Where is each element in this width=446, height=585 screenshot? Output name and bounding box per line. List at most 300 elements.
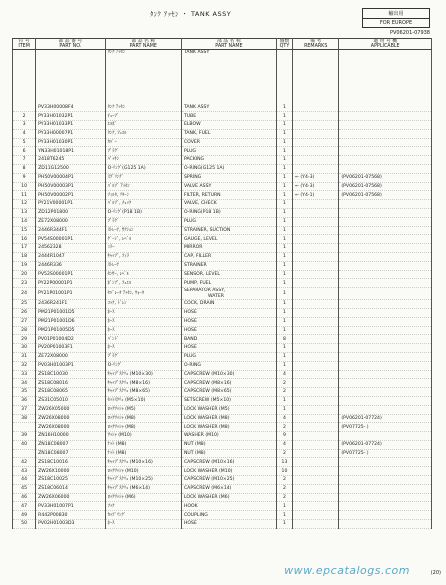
part-number: ZW26X08000 [36,414,105,423]
applicable [339,308,432,317]
part-number: 2446R336 [36,261,105,270]
part-number: 2418T6245 [36,156,105,165]
col-part-name-en: 部 品 名 称 PART NAME [181,39,276,50]
table-row [13,103,432,111]
quantity: 1 [276,511,292,520]
part-name-jp: ｴﾙﾎﾞ [105,121,181,130]
part-number: PH50V00002P1 [36,191,105,200]
part-number: 2446R344F1 [36,226,105,235]
applicable: (PV06201-07568) [339,191,432,200]
applicable [339,208,432,217]
applicable [339,458,432,467]
applicable: (PV07725- ) [339,449,432,458]
item-no: 3 [13,121,36,130]
part-name-jp: ﾎｰｽ [105,326,181,335]
item-no: 27 [13,317,36,326]
applicable [339,405,432,414]
part-name-jp: ﾌｨﾙﾀ, ﾘﾀｰﾝ [105,191,181,200]
assembly-title-row [13,50,432,104]
applicable [339,388,432,397]
part-name-jp: ｷｬｯﾌﾟｽｸﾘｭ (M6×14) [105,484,181,493]
part-number: ZN18C08007 [36,449,105,458]
part-name-en: LOCK WASHER (M8) [181,414,276,423]
part-name-jp: ｶﾊﾞｰ [105,138,181,147]
part-name-jp: ｺｯｸ, ﾄﾞﾚﾝ [105,300,181,309]
part-name-en: O-RING(G125 1A) [181,164,276,173]
part-name-en: LOCK WASHER (M10) [181,467,276,476]
table-row [13,449,432,458]
table-row [13,270,432,279]
table-row [13,308,432,317]
part-number: ZN18C08007 [36,440,105,449]
item-no: 17 [13,244,36,253]
remarks [293,511,339,520]
part-name-jp: ｾﾊﾟﾚｰﾀ ｱｯｾﾝ, ｳｫｰﾀ [105,288,181,300]
remarks [293,432,339,441]
quantity: 1 [276,182,292,191]
part-name-jp: ﾎｰｽ [105,344,181,353]
applicable: (PV07725- ) [339,423,432,432]
part-name-en: NUT (M8) [181,449,276,458]
item-no: 5 [13,138,36,147]
part-name-jp: ｷｬｯﾌﾟ, ﾌｨﾗ [105,252,181,261]
quantity: 4 [276,440,292,449]
remarks [293,449,339,458]
col-applicable: 適 用 号 機 APPLICABLE [339,39,432,50]
applicable [339,493,432,502]
quantity: 2 [276,423,292,432]
page-title: ﾀﾝｸ ｱｯｾﾝ ・ TANK ASSY [150,10,232,18]
item-no: 34 [13,379,36,388]
part-name-en: CAPSCREW (M10×25) [181,476,276,485]
part-name-jp: O-ﾘﾝｸﾞ(G125 1A) [105,164,181,173]
item-no: 15 [13,226,36,235]
item-no [13,103,36,111]
part-name-jp: ﾐﾗｰ [105,244,181,253]
part-name-en: PLUG [181,352,276,361]
applicable [339,235,432,244]
quantity: 1 [276,147,292,156]
part-name-en: PLUG [181,147,276,156]
quantity: 1 [276,103,292,111]
part-number: PY33H00007P1 [36,129,105,138]
applicable [339,484,432,493]
applicable [339,396,432,405]
quantity: 13 [276,458,292,467]
part-name-jp: ｽﾄﾚｰﾅ, ｻｸｼｮﾝ [105,226,181,235]
part-number: PV20P01003F1 [36,344,105,353]
part-name-en: NUT (M8) [181,440,276,449]
col-remarks: 備 考 REMARKS [293,39,339,50]
quantity: 2 [276,484,292,493]
quantity: 1 [276,244,292,253]
part-name-jp: ﾊﾞﾙﾌﾞ, ﾁｪｯｸ [105,200,181,209]
item-no: 26 [13,308,36,317]
quantity: 1 [276,112,292,121]
remarks [293,520,339,529]
quantity: 1 [276,270,292,279]
remarks [293,261,339,270]
part-name-en: BAND [181,335,276,344]
applicable [339,502,432,511]
applicable [339,326,432,335]
part-name-en: PLUG [181,217,276,226]
quantity: 1 [276,156,292,165]
table-row [13,173,432,182]
part-name-en: VALVE, CHECK [181,200,276,209]
part-name-jp: ﾌｯｸ [105,502,181,511]
part-number: ZS18C06014 [36,484,105,493]
quantity: 1 [276,217,292,226]
applicable [339,121,432,130]
part-name-jp: ﾛｯｸﾜｯｼｬ (M8) [105,423,181,432]
item-no: 39 [13,432,36,441]
part-number: PV52S00001P1 [36,270,105,279]
part-name-jp: ﾌﾟﾗｸﾞ [105,217,181,226]
remarks [293,344,339,353]
remarks [293,317,339,326]
applicable [339,261,432,270]
item-no: 8 [13,164,36,173]
quantity: 1 [276,200,292,209]
part-number: PV33H01007P1 [36,502,105,511]
item-no: 16 [13,235,36,244]
table-row [13,129,432,138]
part-name-en: CAPSCREW (M8×16) [181,379,276,388]
remarks [293,279,339,288]
part-number: 24562328 [36,244,105,253]
part-name-en: PACKING [181,156,276,165]
quantity: 1 [276,352,292,361]
remarks [293,476,339,485]
table-row [13,226,432,235]
applicable [339,156,432,165]
remarks [293,226,339,235]
col-qty: 個数 QTY [276,39,292,50]
part-name-en-line2: WATER [207,293,224,299]
part-number: 2444R1047 [36,252,105,261]
applicable [339,244,432,253]
applicable [339,226,432,235]
quantity: 1 [276,235,292,244]
item-no: 44 [13,476,36,485]
part-name-jp: ｾｯﾄｽｸﾘｭ (M5×10) [105,396,181,405]
part-number: ZW26X10000 [36,467,105,476]
part-number: PM21P01001D5 [36,308,105,317]
quantity: 1 [276,121,292,130]
part-name-jp: ｷｬｯﾌﾟｽｸﾘｭ (M8×16) [105,379,181,388]
applicable [339,252,432,261]
part-name-en: O-RING(P18 1B) [181,208,276,217]
applicable [339,379,432,388]
item-no: 37 [13,405,36,414]
remarks [293,493,339,502]
part-name-jp: ﾎﾟﾝﾌﾟ, ﾌｭｴﾙ [105,279,181,288]
stamp-line-en: FOR EUROPE [379,20,413,26]
item-no: 4 [13,129,36,138]
item-no: 24 [13,288,36,300]
region-stamp [362,8,430,28]
table-row [13,511,432,520]
part-name-en: MIRROR [181,244,276,253]
item-no: 40 [13,440,36,449]
table-row [13,423,432,432]
applicable [339,352,432,361]
part-name-en: TANK ASSY [181,103,276,111]
quantity: 1 [276,279,292,288]
remarks [293,352,339,361]
applicable [339,270,432,279]
part-name-en: COCK, DRAIN [181,300,276,309]
part-name-jp: ﾊﾞﾝﾄﾞ [105,335,181,344]
remarks [293,235,339,244]
table-row [13,396,432,405]
part-name-en: FILTER, RETURN [181,191,276,200]
remarks [293,244,339,253]
table-row [13,235,432,244]
part-name-jp: ﾛｯｸﾜｯｼｬ (M5) [105,405,181,414]
item-no: 10 [13,182,36,191]
col-item: 符 号 ITEM [13,39,36,50]
item-no: 47 [13,502,36,511]
quantity: 2 [276,493,292,502]
quantity: 1 [276,344,292,353]
part-name-jp: O-ﾘﾝｸﾞ(P18 1B) [105,208,181,217]
remarks [293,405,339,414]
quantity: 4 [276,414,292,423]
part-number: ZS18C08065 [36,388,105,397]
quantity: 1 [276,173,292,182]
item-no: 6 [13,147,36,156]
item-no: 7 [13,156,36,165]
part-name-en: LOCK WASHER (M6) [181,493,276,502]
part-name-en: HOSE [181,326,276,335]
table-row [13,261,432,270]
remarks: ← (Y4-3) [293,182,339,191]
part-number: PH50V00004P1 [36,173,105,182]
part-number: ZS18C10016 [36,458,105,467]
item-no: 42 [13,458,36,467]
part-name-jp: ﾁｭｰﾌﾞ [105,112,181,121]
part-name-jp: ﾛｯｸﾜｯｼｬ (M8) [105,414,181,423]
part-number: ZS18C08016 [36,379,105,388]
remarks [293,200,339,209]
applicable [339,164,432,173]
remarks [293,270,339,279]
item-no: 31 [13,352,36,361]
item-no [13,449,36,458]
table-row [13,156,432,165]
remarks [293,379,339,388]
table-row [13,138,432,147]
part-name-en: COVER [181,138,276,147]
item-no [13,423,36,432]
remarks [293,300,339,309]
remarks [293,156,339,165]
quantity: 1 [276,300,292,309]
remarks [293,208,339,217]
applicable [339,129,432,138]
part-name-en: ELBOW [181,121,276,130]
item-no: 20 [13,270,36,279]
part-name-en: LOCK WASHER (M8) [181,423,276,432]
part-number: ZE72X08000 [36,217,105,226]
remarks [293,217,339,226]
applicable [339,138,432,147]
part-name-en: TUBE [181,112,276,121]
table-row [13,458,432,467]
table-row [13,200,432,209]
part-name-en: WASHER (M10) [181,432,276,441]
header-row [13,39,432,50]
table-row [13,208,432,217]
remarks [293,147,339,156]
table-row [13,476,432,485]
table-row [13,379,432,388]
part-number: ZS18C10030 [36,370,105,379]
table-row [13,121,432,130]
applicable [339,279,432,288]
part-number: PV54S00001P1 [36,235,105,244]
part-name-jp: ｶｯﾌﾟﾘﾝｸﾞ [105,511,181,520]
quantity: 1 [276,520,292,529]
quantity: 1 [276,288,292,300]
part-name-en: CAPSCREW (M10×30) [181,370,276,379]
remarks [293,396,339,405]
part-number: ZW26X08000 [36,423,105,432]
quantity: 1 [276,502,292,511]
table-row [13,326,432,335]
parts-table [12,38,432,529]
part-name-jp: ﾊﾟｯｷﾝ [105,156,181,165]
part-name-en: CAP, FILLER [181,252,276,261]
remarks [293,103,339,111]
table-row [13,493,432,502]
part-number: PY33H01030P1 [36,138,105,147]
item-no: 50 [13,520,36,529]
part-number: PY33H01032P1 [36,112,105,121]
serial-range: PV06201-07938 [389,30,430,36]
quantity: 2 [276,388,292,397]
part-name-jp: ｹﾞｰｼﾞ, ﾚﾍﾞﾙ [105,235,181,244]
part-name-en: PUMP, FUEL [181,279,276,288]
applicable [339,147,432,156]
table-row [13,352,432,361]
item-no: 11 [13,191,36,200]
part-name-en: GAUGE, LEVEL [181,235,276,244]
quantity: 2 [276,379,292,388]
item-no: 2 [13,112,36,121]
item-no: 43 [13,467,36,476]
table-row [13,405,432,414]
remarks [293,129,339,138]
applicable [339,217,432,226]
part-name-jp: ﾅｯﾄ (M8) [105,449,181,458]
part-name-en: HOOK [181,502,276,511]
table-row [13,191,432,200]
quantity: 8 [276,335,292,344]
part-number: PV03H01003P1 [36,361,105,370]
table-row [13,112,432,121]
applicable: (PV06201-07724) [339,414,432,423]
part-name-en: HOSE [181,344,276,353]
part-name-en: CAPSCREW (M8×65) [181,388,276,397]
part-name-jp: ｾﾝｻｰ, ﾚﾍﾞﾙ [105,270,181,279]
table-row [13,335,432,344]
part-name-jp: ﾎｰｽ [105,308,181,317]
part-name-en: LOCK WASHER (M5) [181,405,276,414]
remarks [293,121,339,130]
remarks [293,361,339,370]
quantity: 1 [276,226,292,235]
item-no: 13 [13,208,36,217]
part-number: ZD11G12500 [36,164,105,173]
item-no: 28 [13,326,36,335]
quantity: 1 [276,396,292,405]
part-number: PV33H00008F4 [36,103,105,111]
part-number: PY33H01033P1 [36,121,105,130]
part-name-jp: ｷｬｯﾌﾟｽｸﾘｭ (M10×25) [105,476,181,485]
applicable [339,370,432,379]
quantity: 2 [276,449,292,458]
part-name-en: CAPSCREW (M6×14) [181,484,276,493]
item-no: 9 [13,173,36,182]
table-row [13,147,432,156]
item-no: 45 [13,484,36,493]
item-no: 29 [13,335,36,344]
remarks [293,458,339,467]
part-name-en: COUPLING [181,511,276,520]
part-name-en: HOSE [181,317,276,326]
part-number: ZW26X05000 [36,405,105,414]
table-row [13,279,432,288]
remarks [293,112,339,121]
part-number: PM21P01005D5 [36,326,105,335]
table-row [13,344,432,353]
part-number: ZS18C10025 [36,476,105,485]
table-row [13,361,432,370]
item-no: 32 [13,361,36,370]
part-name-jp: ﾛｯｸﾜｯｼｬ (M6) [105,493,181,502]
quantity: 1 [276,164,292,173]
applicable [339,288,432,300]
part-name-en: VALVE ASSY [181,182,276,191]
applicable [339,361,432,370]
table-row [13,520,432,529]
quantity: 9 [276,432,292,441]
quantity: 1 [276,317,292,326]
part-name-jp: ﾎｰｽ [105,317,181,326]
applicable: (PV06201-07568) [339,182,432,191]
item-no: 49 [13,511,36,520]
part-name-jp: ﾎｰｽ [105,520,181,529]
applicable [339,520,432,529]
table-row [13,317,432,326]
part-name-jp: ｷｬｯﾌﾟｽｸﾘｭ (M10×16) [105,458,181,467]
table-row [13,467,432,476]
remarks [293,423,339,432]
applicable [339,476,432,485]
remarks: ← (Y4-1) [293,191,339,200]
part-name-jp: ｽﾄﾚｰﾅ [105,261,181,270]
part-name-jp: ﾅｯﾄ (M8) [105,440,181,449]
watermark: www.epcatalogs.com [284,564,410,577]
table-row [13,388,432,397]
part-number: PM21P01001D6 [36,317,105,326]
table-row [13,440,432,449]
remarks [293,467,339,476]
part-name-jp: ｽﾌﾟﾘﾝｸﾞ [105,173,181,182]
